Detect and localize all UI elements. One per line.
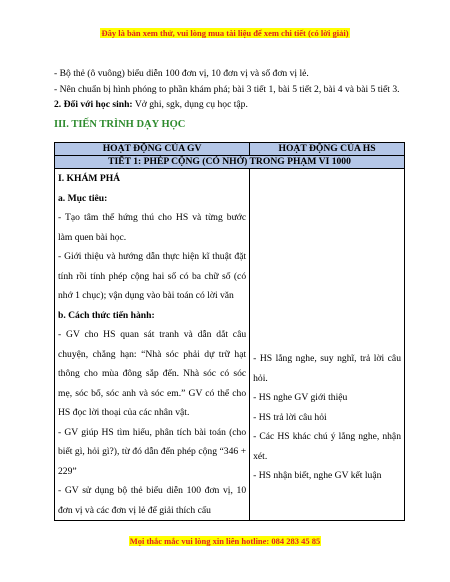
explore-heading: I. KHÁM PHÁ — [58, 173, 121, 184]
student-activity-item: - HS lắng nghe, suy nghĩ, trả lời câu hỏi. — [253, 353, 401, 384]
student-activity-item: - Các HS khác chú ý lắng nghe, nhận xét. — [253, 431, 401, 462]
student-activity-item: - HS nhận biết, nghe GV kết luận — [253, 470, 382, 481]
header-teacher-activity: HOẠT ĐỘNG CỦA GV — [55, 143, 250, 156]
preview-notice-banner — [0, 28, 450, 38]
table-row — [55, 169, 405, 521]
method-step: - GV giúp HS tìm hiểu, phân tích bài toán (cho biết gì, hỏi gì?), từ đó dẫn đến phép cộng “346 + 229” — [58, 426, 247, 477]
goal-label: a. Mục tiêu: — [58, 192, 108, 204]
hotline-text: Mọi thắc mắc vui lòng xin liên hotline: 084 283 45 85 — [129, 536, 321, 546]
method-step: - GV cho HS quan sát tranh và dẫn dắt câu chuyện, chẳng hạn: “Nhà sóc phải dự trữ hạt thông cho mùa đông sắp đến. Nhà sóc có sóc mẹ, sóc bố, sóc anh và sóc em.” GV có thể cho HS đọc lời thoại của các nhân vật. — [58, 329, 247, 418]
method-label: b. Cách thức tiến hành: — [58, 309, 155, 321]
student-activity-item: - HS trả lời câu hỏi — [253, 411, 327, 423]
lesson-plan-table — [54, 142, 405, 521]
student-activity-cell — [250, 169, 405, 521]
students-text: Vở ghi, sgk, dụng cụ học tập. — [132, 99, 248, 110]
lesson-title: TIẾT 1: PHÉP CỘNG (CÓ NHỚ) TRONG PHẠM VI 1000 — [55, 156, 405, 169]
intro-line-cards: - Bộ thẻ (ô vuông) biểu diễn 100 đơn vị, 10 đơn vị và số đơn vị lẻ. — [54, 68, 309, 79]
table-header-row — [55, 143, 405, 156]
header-student-activity: HOẠT ĐỘNG CỦA HS — [250, 143, 405, 156]
intro-line-prepare: - Nên chuẩn bị hình phóng to phần khám phá; bài 3 tiết 1, bài 5 tiết 2, bài 4 và bài 5 tiết 3. — [54, 83, 400, 95]
students-label: 2. Đối với học sinh: — [54, 99, 133, 110]
student-activity-item: - HS nghe GV giới thiệu — [253, 392, 348, 403]
lesson-title-row — [55, 156, 405, 169]
goal-item: - Tạo tâm thế hứng thú cho HS và từng bước làm quen bài học. — [58, 212, 247, 243]
goal-item: - Giới thiệu và hướng dẫn thực hiện kĩ thuật đặt tính rồi tính phép cộng hai số có ba chữ số (có nhớ 1 chục); vận dụng vào bài toán có lời văn — [58, 251, 247, 301]
method-step: - GV sử dụng bộ thẻ biểu diễn 100 đơn vị, 10 đơn vị và các đơn vị lẻ để giải thích cấu — [58, 485, 247, 516]
hotline-banner — [0, 536, 450, 546]
students-prep — [54, 97, 412, 113]
document-intro — [54, 66, 412, 132]
section-title: III. TIẾN TRÌNH DẠY HỌC — [54, 118, 186, 130]
teacher-activity-cell — [55, 169, 250, 521]
preview-notice-text: Đây là bản xem thử, vui lòng mua tài liệu để xem chi tiết (có lời giải) — [101, 28, 349, 38]
